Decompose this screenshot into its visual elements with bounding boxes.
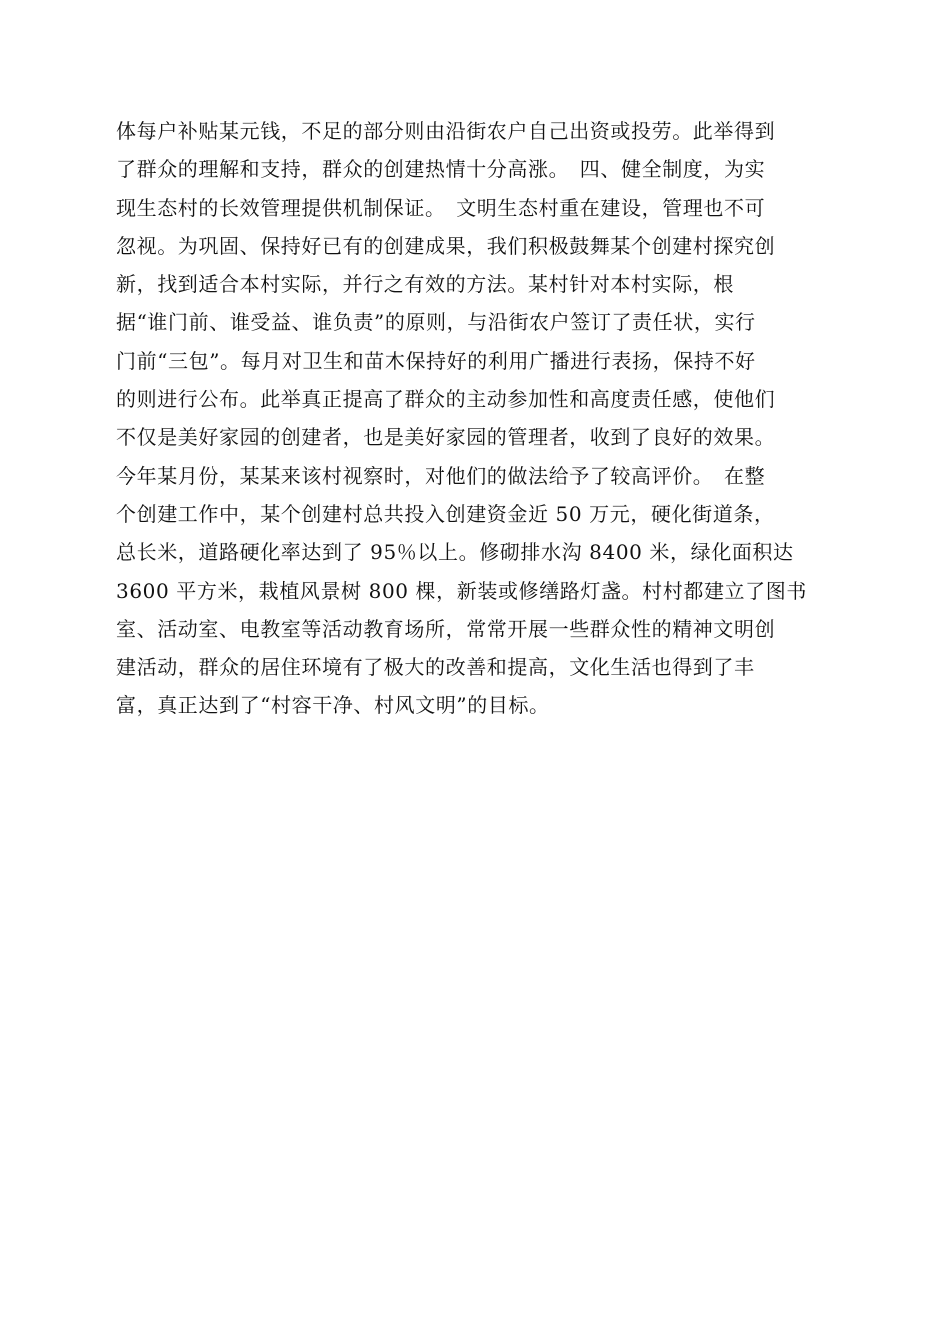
text-line: 建活动，群众的居住环境有了极大的改善和提高，文化生活也得到了丰	[116, 655, 755, 680]
text-line: 体每户补贴某元钱，不足的部分则由沿街农户自己出资或投劳。此举得到	[116, 119, 776, 143]
text-line: 门前“三包”。每月对卫生和苗木保持好的利用广播进行表扬，保持不好	[116, 348, 756, 373]
text-line: 室、活动室、电教室等活动教育场所，常常开展一些群众性的精神文明创	[116, 616, 776, 641]
text-line: 现生态村的长效管理提供机制保证。 文明生态村重在建设，管理也不可	[116, 195, 766, 220]
text-line: 富，真正达到了“村容干净、村风文明”的目标。	[116, 693, 550, 718]
text-line: 3600 平方米，栽植风景树 800 棵，新装或修缮路灯盏。村村都建立了图书	[116, 578, 807, 603]
text-line: 了群众的理解和支持，群众的创建热情十分高涨。 四、健全制度，为实	[116, 157, 766, 182]
text-line: 总长米，道路硬化率达到了 95％以上。修砌排水沟 8400 米，绿化面积达	[116, 540, 794, 565]
text-line: 不仅是美好家园的创建者，也是美好家园的管理者，收到了良好的效果。	[116, 425, 776, 450]
text-line: 今年某月份，某某来该村视察时，对他们的做法给予了较高评价。 在整	[116, 463, 766, 488]
text-line: 个创建工作中，某个创建村总共投入创建资金近 50 万元，硬化街道条，	[116, 501, 775, 526]
text-line: 的则进行公布。此举真正提高了群众的主动参加性和高度责任感，使他们	[116, 387, 776, 412]
text-line: 忽视。为巩固、保持好已有的创建成果，我们积极鼓舞某个创建村探究创	[116, 233, 776, 258]
text-line: 据“谁门前、谁受益、谁负责”的原则，与沿街农户签订了责任状，实行	[116, 310, 756, 335]
text-line: 新，找到适合本村实际，并行之有效的方法。某村针对本村实际，根	[116, 272, 734, 297]
body-text	[116, 112, 846, 725]
